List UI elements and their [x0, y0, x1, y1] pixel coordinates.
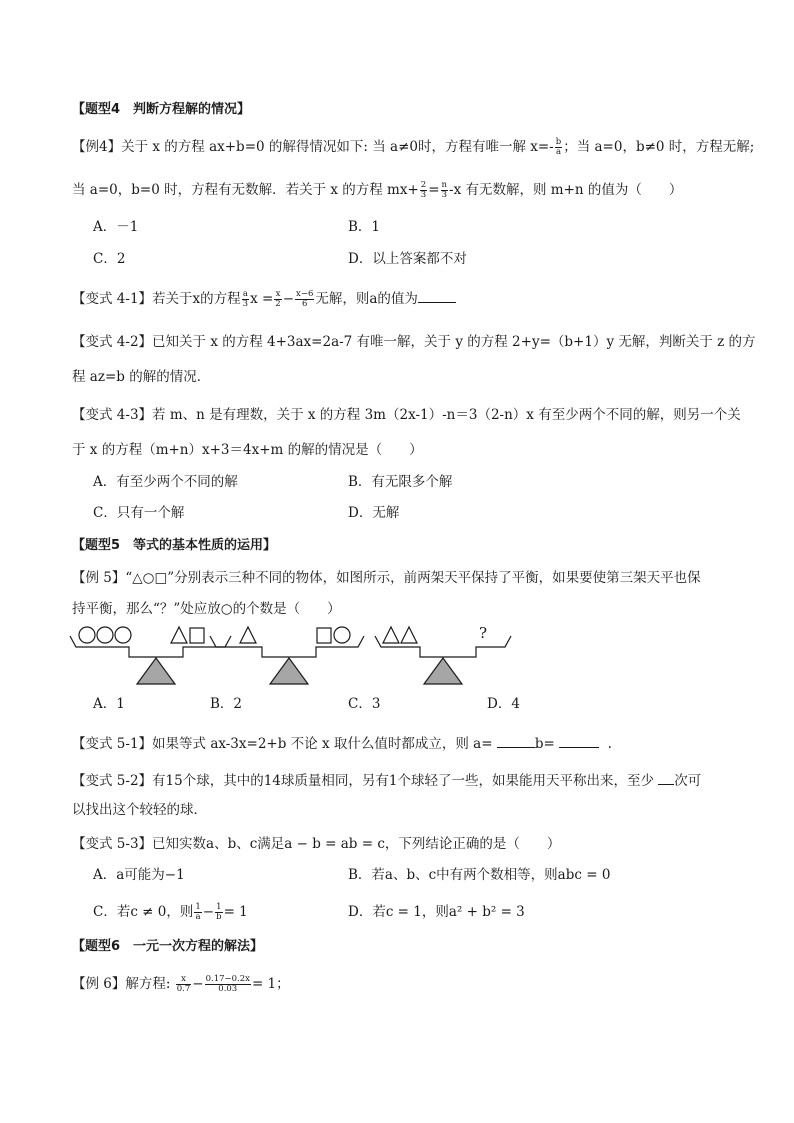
- answer-blank-a: [497, 735, 535, 748]
- variant-5-3-option-d: D．若c = 1，则a² + b² = 3: [348, 904, 525, 920]
- fraction-x-6-over-6: $\frac{x-6}{6}$: [296, 289, 314, 309]
- variant-5-1-text-b: b=: [534, 736, 555, 752]
- example-4-option-c: C．2: [93, 251, 126, 267]
- minus-sign: −: [282, 291, 295, 307]
- section-6-heading: 【题型6 一元一次方程的解法】: [72, 939, 264, 954]
- fraction-1-over-a: $\frac{1}{a}$: [195, 902, 201, 922]
- variant-4-3-line-1: 【变式 4-3】若 m、n 是有理数，关于 x 的方程 3m（2x-1）-n＝3（2-n）x 有至少两个不同的解，则另一个关: [72, 407, 741, 423]
- example-4-option-a: A．－1: [93, 219, 139, 235]
- variant-4-2-line-2: 程 az=b 的解的情况．: [72, 369, 211, 385]
- variant-5-2-text-b: 次可: [674, 773, 702, 789]
- variant-5-1: [72, 735, 612, 753]
- fraction-1-over-b: $\frac{1}{b}$: [216, 902, 222, 922]
- option-c-text-a: C．若c ≠ 0，则: [93, 904, 194, 920]
- variant-4-3-option-c: C．只有一个解: [93, 505, 185, 521]
- example-4-text-a: 【例4】关于 x 的方程 ax+b=0 的解得情况如下: 当 a≠0时，方程有唯一解 x=-: [72, 139, 554, 155]
- minus-sign: −: [202, 904, 215, 920]
- fulcrum-icon: [137, 658, 175, 684]
- fraction-x-over-2: $\frac{x}{2}$: [275, 289, 281, 309]
- square-shape-icon: [317, 628, 331, 643]
- section-5-heading: 【题型5 等式的基本性质的运用】: [72, 538, 277, 553]
- variant-5-1-text-a: 【变式 5-1】如果等式 ax-3x=2+b 不论 x 取什么值时都成立，则 a=: [72, 736, 493, 752]
- fraction-2-over-3: $\frac{2}{3}$: [420, 180, 427, 200]
- triangle-shape-icon: [383, 627, 399, 643]
- fraction-0-17-minus-0-2x-over-0-03: $\frac{0.17-0.2x}{0.03}$: [205, 974, 250, 994]
- example-5-line-1: 【例 5】“△○□”分别表示三种不同的物体，如图所示，前两架天平保持了平衡，如果要使第三架天平也保: [72, 570, 701, 586]
- variant-4-3-line-2: 于 x 的方程（m+n）x+3＝4x+m 的解的情况是（ ）: [72, 442, 423, 458]
- fraction-n-over-3: $\frac{n}{3}$: [441, 180, 448, 200]
- circle-shape-icon: [97, 627, 113, 643]
- balance-scale-2: [210, 627, 364, 684]
- variant-5-2-line-1: [72, 772, 701, 790]
- example-6-text-b: = 1；: [251, 976, 290, 992]
- example-4-text-c: 当 a=0，b=0 时，方程有无数解．若关于 x 的方程 mx+: [72, 182, 419, 198]
- square-shape-icon: [190, 628, 204, 643]
- example-6: [72, 975, 290, 994]
- answer-blank-b: [559, 735, 599, 748]
- circle-shape-icon: [115, 627, 131, 643]
- example-5-line-2: 持平衡，那么“？”处应放○的个数是（ ）: [72, 601, 341, 617]
- fulcrum-icon: [424, 658, 462, 684]
- example-4-text-d: -x 有无数解，则 m+n 的值为（ ）: [449, 182, 683, 198]
- variant-5-2-line-2: 以找出这个较轻的球．: [72, 802, 207, 818]
- triangle-shape-icon: [401, 627, 417, 643]
- fraction-a-over-3: $\frac{a}{3}$: [242, 289, 249, 309]
- variant-4-1-text-a: 【变式 4-1】若关于x的方程: [72, 291, 241, 307]
- circle-shape-icon: [79, 627, 95, 643]
- variant-5-3-option-b: B．若a、b、c中有两个数相等，则abc = 0: [348, 867, 611, 883]
- balance-scale-3: [375, 627, 511, 684]
- fraction-x-over-0-7: $\frac{x}{0.7}$: [176, 974, 191, 994]
- equals-sign: =: [428, 182, 440, 198]
- example-6-text-a: 【例 6】解方程:: [72, 976, 171, 992]
- variant-5-3-option-a: A．a可能为−1: [93, 867, 185, 883]
- circle-shape-icon: [334, 627, 350, 643]
- variant-4-3-option-a: A．有至少两个不同的解: [93, 474, 238, 490]
- variant-4-2-line-1: 【变式 4-2】已知关于 x 的方程 4+3ax=2a-7 有唯一解，关于 y 的方程 2+y=（b+1）y 无解，判断关于 z 的方: [72, 334, 756, 350]
- triangle-shape-icon: [171, 627, 187, 643]
- triangle-shape-icon: [240, 627, 256, 643]
- option-c-text-b: = 1: [223, 904, 248, 920]
- example-5-option-d: D．4: [487, 696, 520, 712]
- example-4-option-b: B．1: [348, 219, 381, 235]
- balance-scale-1: [70, 627, 231, 684]
- example-5-option-c: C．3: [348, 696, 381, 712]
- fraction-b-over-a: $\frac{b}{a}$: [555, 137, 562, 157]
- example-5-option-b: B．2: [210, 696, 243, 712]
- variant-5-3-line-1: 【变式 5-3】已知实数a、b、c满足a − b = ab = c，下列结论正确的是（ ）: [72, 836, 561, 852]
- section-4-heading: 【题型4 判断方程解的情况】: [72, 102, 251, 117]
- example-4-text-b: ；当 a=0，b≠0 时，方程无解;: [563, 139, 755, 155]
- variant-4-1-text-b: x =: [250, 291, 274, 307]
- minus-sign: −: [192, 976, 204, 992]
- variant-5-2-text-a: 【变式 5-2】有15个球，其中的14球质量相同，另有1个球轻了一些，如果能用天平称出来，至少: [72, 773, 654, 789]
- variant-4-1-text-c: 无解，则a的值为: [315, 291, 418, 307]
- variant-5-1-period: .: [607, 736, 612, 752]
- example-4-option-d: D．以上答案都不对: [348, 251, 467, 267]
- scale-question-mark: ?: [479, 624, 488, 642]
- fulcrum-icon: [270, 658, 308, 684]
- answer-blank: [658, 772, 674, 785]
- variant-5-3-option-c: [93, 903, 248, 922]
- example-5-option-a: A．1: [93, 696, 125, 712]
- variant-4-3-option-d: D．无解: [348, 505, 400, 521]
- variant-4-3-option-b: B．有无限多个解: [348, 474, 453, 490]
